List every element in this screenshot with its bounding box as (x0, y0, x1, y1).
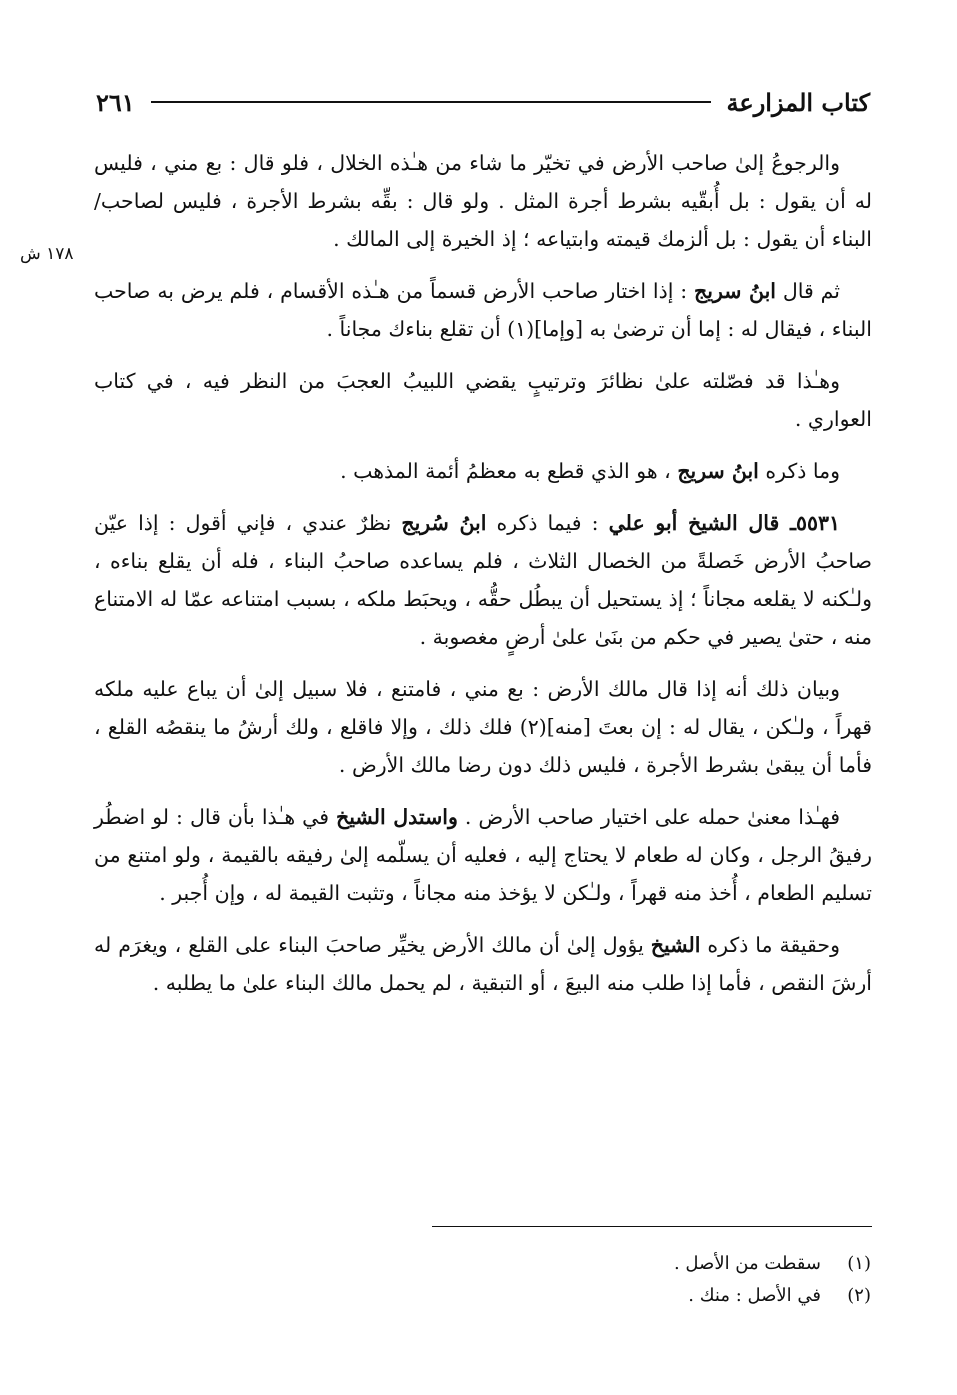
text-run: وما ذكره (758, 459, 840, 483)
footnote (674, 1248, 871, 1280)
footnote-number: (٢) (847, 1285, 871, 1306)
bold-name: ابنُ سريج (694, 279, 776, 303)
book-title: كتاب المزارعة (726, 87, 870, 117)
text-run: والرجوعُ إلىٰ صاحب الأرض في تخيّر ما شاء من هـٰذه الخلال ، فلو قال : بع مني ، فليس له أن يقول : بل أُبقّيه بشرط أجرة المثل . ولو قال : بقِّه بشرط الأجرة ، فليس لصاحب/ البناء أن يقول : بل ألزمك قيمته وابتياعه ؛ إذ الخيرة إلى المالك . (94, 151, 872, 251)
paragraph (94, 272, 872, 348)
footnote-text: في الأصل : منك . (688, 1285, 821, 1306)
footnote-rule (432, 1226, 872, 1227)
bold-name: ابنُ سريج (677, 459, 759, 483)
text-run: : إذا اختار صاحب الأرض قسماً من هـٰذه الأقسام ، فلم يرض به صاحب البناء ، فيقال له : إما أن ترضىٰ به [وإما](١) أن تقلع بناءك مجاناً . (94, 279, 872, 341)
margin-note: ١٧٨ ش (20, 244, 74, 264)
page-number: ٢٦١ (96, 87, 135, 117)
bold-name: ٥٥٣١ـ قال الشيخ أبو علي (608, 511, 840, 535)
paragraph (94, 504, 872, 656)
text-run: وبيان ذلك أنه إذا قال مالك الأرض : بع مني ، فامتنع ، فلا سبيل إلىٰ أن يباع عليه ملكه قهراً ، ولـٰكن ، يقال له : إن بعتَ [منه](٢) فلك ذلك ، وإلا فاقلع ، ولك أرشُ ما ينقصُه القلع ، فأما أن يبقىٰ بشرط الأجرة ، فليس ذلك دون رضا مالك الأرض . (94, 677, 872, 777)
paragraph (94, 798, 872, 912)
body-text (94, 144, 872, 1016)
paragraph (94, 670, 872, 784)
header-rule (151, 101, 711, 103)
text-run: فهـٰذا معنىٰ حمله على اختيار صاحب الأرض . (457, 805, 840, 829)
text-run: : فيما ذكره (486, 511, 609, 535)
paragraph (94, 452, 872, 490)
footnote (674, 1280, 871, 1312)
text-run: في هـٰذا بأن قال : لو اضطُر رفيقُ الرجل ، وكان له طعام لا يحتاج إليه ، فعليه أن يسلّمه إلىٰ رفيقه بالقيمة ، ولو امتنع من تسليم الطعام ، أُخذ منه قهراً ، ولـٰكن لا يؤخذ منه مجاناً ، وتثبت القيمة له ، وإن أُجبر . (94, 805, 872, 905)
footnote-number: (١) (847, 1253, 871, 1274)
text-run: نظرٌ عندي ، فإني أقول : إذا عيّن صاحبُ الأرض خَصلةً من الخصال الثلاث ، فلم يساعده صاحبُ البناء ، فله أن يقلع بناءه ، ولـٰكنه لا يقلعه مجاناً ؛ إذ يستحيل أن يبطُل حقُّه ، ويحبَط ملكه ، بسبب امتناعه عمّا له الامتناع منه ، حتىٰ يصير في حكم من بنَىٰ علىٰ أرضٍ مغصوبة . (94, 511, 872, 649)
text-run: يؤول إلىٰ أن مالك الأرض يخيِّر صاحبَ البناء على القلع ، ويغرَم له أرشَ النقص ، فأما إذا طلب منه البيعَ ، أو التبقية ، لم يحمل مالك البناء علىٰ ما يطلبه . (94, 933, 872, 995)
running-header (96, 82, 870, 122)
bold-name: الشيخ (650, 933, 701, 957)
text-run: وحقيقة ما ذكره (700, 933, 840, 957)
bold-name: واستدل الشيخ (336, 805, 458, 829)
text-run: ثم قال (775, 279, 840, 303)
footnotes (674, 1248, 871, 1312)
paragraph (94, 144, 872, 258)
paragraph (94, 926, 872, 1002)
footnote-text: سقطت من الأصل . (673, 1253, 821, 1274)
paragraph (94, 362, 872, 438)
bold-name: ابنُ سُريج (401, 511, 487, 535)
text-run: وهـٰذا قد فصّلته علىٰ نظائرَ وترتيبٍ يقضي اللبيبُ العجبَ من النظر فيه ، في كتاب العواري . (94, 369, 872, 431)
text-run: ، هو الذي قطع به معظمُ أئمة المذهب . (340, 459, 678, 483)
